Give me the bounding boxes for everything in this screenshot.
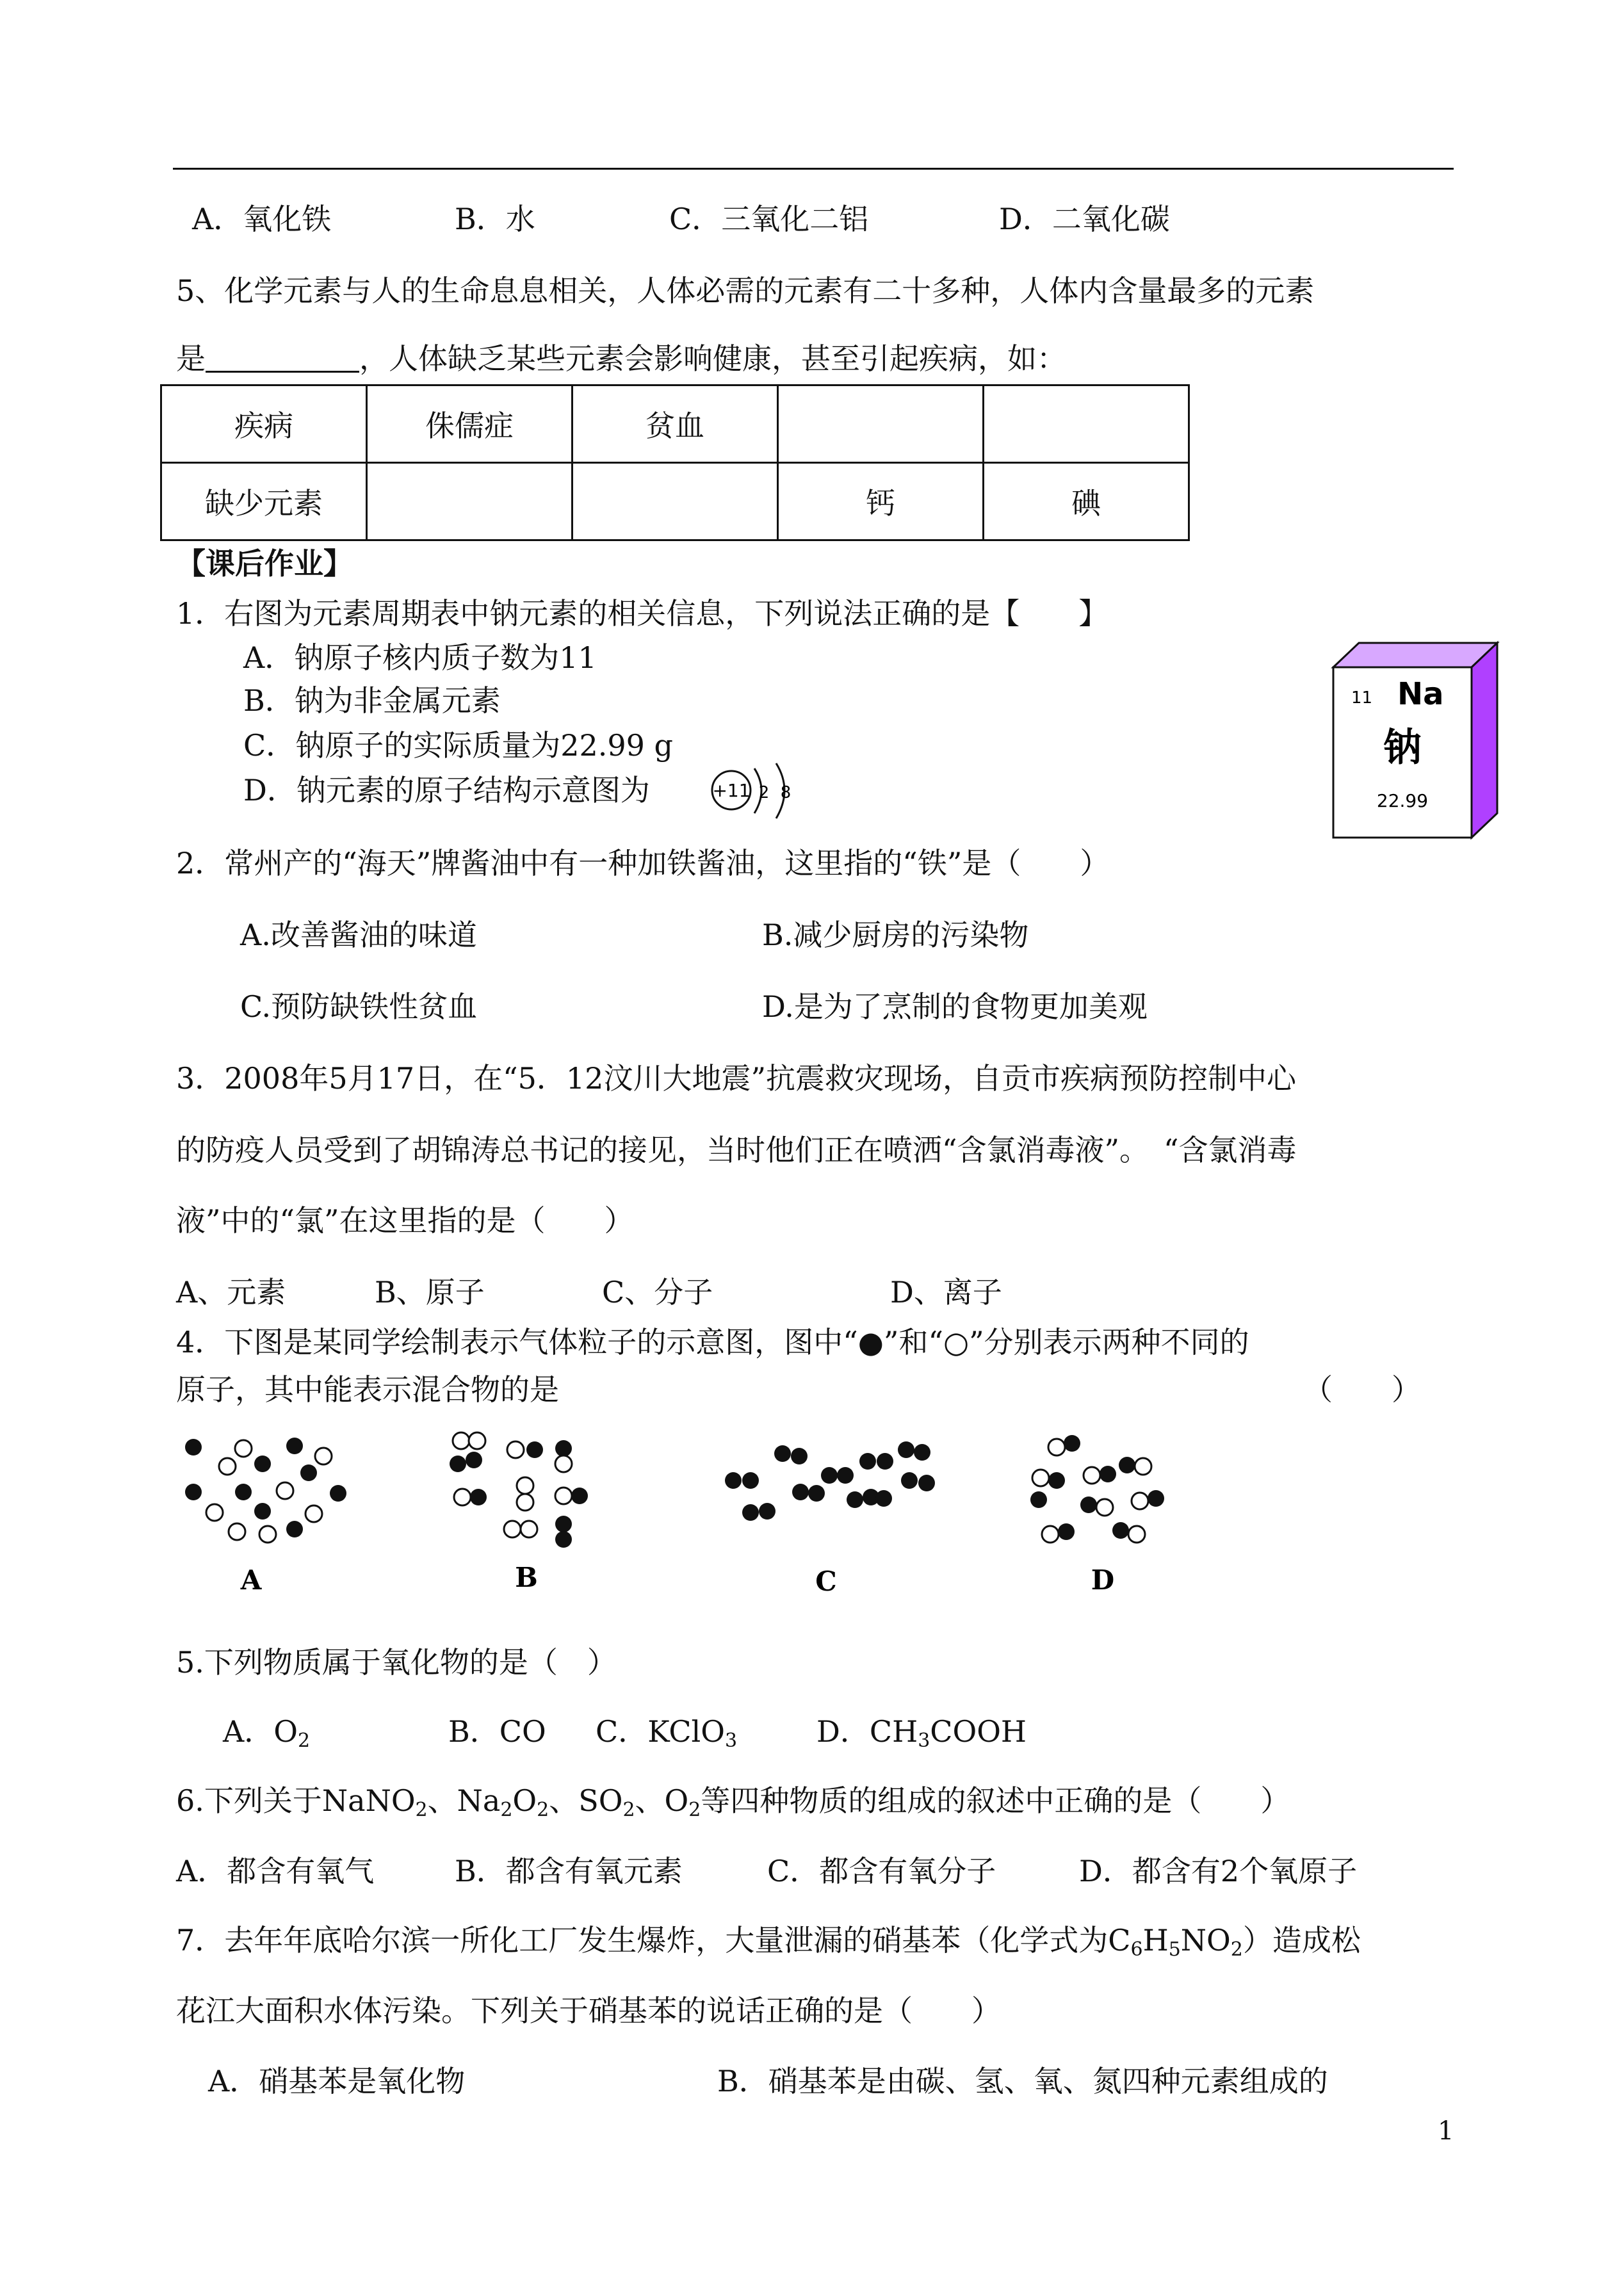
- hw7-option-a: A．硝基苯是氧化物: [208, 2064, 466, 2098]
- hw6-stem-part: 、Na: [427, 1783, 501, 1818]
- hw5-stem: 5.下列物质属于氧化物的是（ ）: [176, 1645, 617, 1680]
- hw6-stem-part: 6.下列关于NaNO: [176, 1783, 416, 1818]
- q5-line2-prefix: 是: [176, 341, 206, 376]
- figure-label-b: B: [515, 1562, 538, 1593]
- hw6-stem-sub: 2: [415, 1799, 428, 1821]
- hw3-option-b: B、原子: [375, 1275, 485, 1310]
- hw5-option-d-sub: 3: [918, 1730, 930, 1752]
- table-cell[interactable]: [367, 463, 572, 540]
- table-cell: 碘: [984, 463, 1189, 540]
- hw5-option-a-sub: 2: [297, 1730, 311, 1752]
- hw2-stem: 2．常州产的“海天”牌酱油中有一种加铁酱油，这里指的“铁”是（ ）: [176, 846, 1110, 880]
- table-cell: 缺少元素: [161, 463, 367, 540]
- hw3-line1: 3．2008年5月17日，在“5．12汶川大地震”抗震救灾现场，自贡市疾病预防控制中心: [176, 1061, 1296, 1096]
- table-cell[interactable]: [984, 385, 1189, 463]
- hw7-line1: [176, 1921, 1361, 1959]
- hw5-option-c-sub: 3: [724, 1730, 738, 1752]
- hw5-option-d-text1: D．CH: [816, 1714, 918, 1749]
- hw3-line3: 液”中的“氯”在这里指的是（ ）: [176, 1203, 634, 1238]
- hw6-option-d: D．都含有2个氧原子: [1079, 1854, 1358, 1888]
- hw3-option-d: D、离子: [890, 1275, 1002, 1310]
- hw6-stem-sub: 2: [537, 1799, 549, 1821]
- prev-option-c: C．三氧化二铝: [669, 202, 869, 236]
- element-symbol: Na: [1397, 676, 1444, 712]
- shell-electrons-1: 2: [758, 783, 770, 802]
- hw6-option-b: B．都含有氧元素: [455, 1854, 683, 1888]
- table-row: [161, 463, 1189, 540]
- homework-heading: 【课后作业】: [176, 546, 353, 581]
- figure-label-c: C: [815, 1566, 837, 1597]
- hw7-line1-part: 7．去年年底哈尔滨一所化工厂发生爆炸，大量泄漏的硝基苯（化学式为C: [176, 1923, 1131, 1958]
- q5-answer-blank[interactable]: [206, 340, 359, 373]
- hw3-option-a: A、元素: [176, 1275, 286, 1310]
- hw6-stem-part: 、O: [635, 1783, 689, 1818]
- hw6-stem-part: 、SO: [549, 1783, 623, 1818]
- hw6-stem-part: 等四种物质的组成的叙述中正确的是（ ）: [701, 1783, 1290, 1818]
- hw4-line2: 原子，其中能表示混合物的是: [176, 1372, 559, 1407]
- hw5-option-c-text: C．KClO: [596, 1714, 725, 1749]
- atom-structure-diagram: [704, 757, 807, 827]
- hw1-option-b: B．钠为非金属元素: [243, 683, 501, 718]
- q5-line2-suffix: ，人体缺乏某些元素会影响健康，甚至引起疾病，如：: [359, 341, 1066, 376]
- element-card-sodium: [1331, 639, 1504, 844]
- q5-line2: [176, 339, 1066, 378]
- table-cell: 侏儒症: [367, 385, 572, 463]
- hw7-line1-sub: 5: [1168, 1938, 1181, 1961]
- hw2-option-c: C.预防缺铁性贫血: [240, 989, 478, 1024]
- hw5-option-a: [223, 1712, 310, 1751]
- hw6-stem-sub: 2: [500, 1799, 513, 1821]
- hw7-line1-part: H: [1142, 1923, 1169, 1958]
- figure-label-d: D: [1091, 1564, 1115, 1596]
- hw5-option-d-text2: COOH: [930, 1714, 1027, 1749]
- hw6-option-c: C．都含有氧分子: [767, 1854, 996, 1888]
- hw2-option-b: B.减少厨房的污染物: [762, 918, 1029, 952]
- prev-option-d: D．二氧化碳: [999, 202, 1170, 236]
- hw1-stem: 1．右图为元素周期表中钠元素的相关信息，下列说法正确的是【 】: [176, 596, 1108, 631]
- hw6-stem: [176, 1781, 1290, 1820]
- particle-diagram-c: [725, 1441, 935, 1597]
- table-cell: 钙: [778, 463, 984, 540]
- hw7-line2: 花江大面积水体污染。下列关于硝基苯的说话正确的是（ ）: [176, 1993, 1001, 2028]
- hw1-option-d: D．钠元素的原子结构示意图为: [243, 773, 650, 807]
- hw1-option-a: A．钠原子核内质子数为11: [243, 640, 597, 675]
- hw3-line2: 的防疫人员受到了胡锦涛总书记的接见，当时他们正在喷洒“含氯消毒液”。 “含氯消毒: [176, 1133, 1297, 1167]
- particle-diagram-b: [450, 1432, 588, 1593]
- prev-option-a: A．氧化铁: [192, 202, 332, 236]
- element-name: 钠: [1383, 726, 1422, 770]
- prev-option-b: B．水: [455, 202, 535, 236]
- q5-line1: 5、化学元素与人的生命息息相关，人体必需的元素有二十多种，人体内含量最多的元素: [176, 273, 1315, 308]
- hw6-option-a: A．都含有氧气: [176, 1854, 375, 1888]
- card-top-face: [1333, 643, 1497, 667]
- particle-diagram-a: [185, 1438, 346, 1596]
- particle-diagrams: [166, 1422, 1191, 1614]
- nucleus-charge: +11: [712, 780, 751, 801]
- hw4-line1: 4．下图是某同学绘制表示气体粒子的示意图，图中“●”和“○”分别表示两种不同的: [176, 1325, 1249, 1359]
- hw6-stem-part: O: [512, 1783, 537, 1818]
- header-rule: [173, 168, 1454, 170]
- figure-label-a: A: [240, 1564, 262, 1596]
- hw5-option-a-text: A．O: [223, 1714, 298, 1749]
- table-row: [161, 385, 1189, 463]
- table-cell: 贫血: [572, 385, 778, 463]
- hw2-option-d: D.是为了烹制的食物更加美观: [762, 989, 1148, 1024]
- table-cell[interactable]: [572, 463, 778, 540]
- atomic-number: 11: [1351, 688, 1373, 708]
- hw7-option-b: B．硝基苯是由碳、氢、氧、氮四种元素组成的: [717, 2064, 1328, 2098]
- hw5-option-d: [816, 1712, 1027, 1751]
- hw6-stem-sub: 2: [622, 1799, 635, 1821]
- hw7-line1-part: NO: [1180, 1923, 1231, 1958]
- hw6-stem-sub: 2: [688, 1799, 701, 1821]
- card-side-face: [1472, 643, 1497, 838]
- table-cell[interactable]: [778, 385, 984, 463]
- hw7-line1-sub: 6: [1130, 1938, 1143, 1961]
- hw5-option-c: [596, 1712, 737, 1751]
- hw3-option-c: C、分子: [602, 1275, 713, 1310]
- deficiency-table: [160, 384, 1190, 541]
- shell-electrons-2: 8: [780, 783, 792, 802]
- atomic-mass: 22.99: [1376, 790, 1429, 811]
- hw4-bracket: （ ）: [1303, 1372, 1421, 1407]
- hw5-option-b: B．CO: [448, 1714, 546, 1749]
- table-cell: 疾病: [161, 385, 367, 463]
- page-number: 1: [1438, 2116, 1454, 2146]
- hw1-option-c: C．钠原子的实际质量为22.99 g: [243, 728, 673, 763]
- hw7-line1-sub: 2: [1230, 1938, 1243, 1961]
- hw7-line1-part: ）造成松: [1242, 1923, 1361, 1958]
- hw2-option-a: A.改善酱油的味道: [240, 918, 477, 952]
- particle-diagram-d: [1030, 1435, 1164, 1596]
